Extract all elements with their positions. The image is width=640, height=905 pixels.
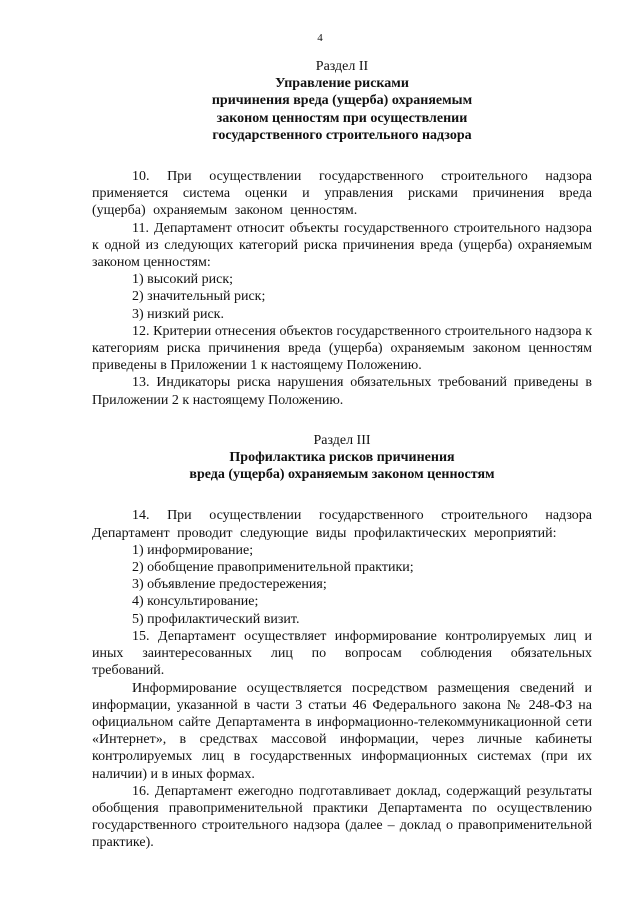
page-content <box>92 58 592 852</box>
paragraph-16: 16. Департамент ежегодно подготавливает доклад, содержащий результаты обобщения правоприменительной практики Департамента по осуществлению государственного строительного надзора (далее – доклад о правоприменительной практике). <box>92 783 592 851</box>
section-3-title-line: вреда (ущерба) охраняемым законом ценностям <box>189 467 495 483</box>
paragraph-12: 12. Критерии отнесения объектов государственного строительного надзора к категориям риска причинения вреда (ущерба) охраняемым законом ценностям приведены в Приложении 1 к настоящему Положению. <box>92 323 592 374</box>
page-number: 4 <box>317 32 323 44</box>
paragraph-13: 13. Индикаторы риска нарушения обязательных требований приведены в Приложении 2 к настоящему Положению. <box>92 375 592 408</box>
section-3-title-line: Профилактика рисков причинения <box>229 450 455 466</box>
measures-list-item: 2) обобщение правоприменительной практики; <box>132 560 414 576</box>
section-2-title-line: причинения вреда (ущерба) охраняемым <box>211 93 473 109</box>
risk-list-item: 1) высокий риск; <box>132 272 234 288</box>
paragraph-15-continued: Информирование осуществляется посредством размещения сведений и информации, указанной в части 3 статьи 46 Федерального закона № 248-ФЗ на официальном сайте Департамента в информационно-телекоммуникационной сети «Интернет», в средствах массовой информации, через личные кабинеты контролируемых лиц в государственных информационных системах (при их наличии) и в иных формах. <box>92 680 592 782</box>
paragraph-15: 15. Департамент осуществляет информирование контролируемых лиц и иных заинтересованных лиц по вопросам соблюдения обязательных требований. <box>92 628 592 679</box>
paragraph-11: 11. Департамент относит объекты государственного строительного надзора к одной из следующих категорий риска причинения вреда (ущерба) охраняемым законом ценностям: <box>92 220 592 271</box>
section-2-title-line: Управление рисками <box>275 76 409 92</box>
section-2-title <box>92 75 592 144</box>
section-2-title-line: государственного строительного надзора <box>212 127 472 143</box>
section-3-number: Раздел III <box>313 432 371 448</box>
paragraph-14: 14. При осуществлении государственного строительного надзора Департамент проводит следующие виды профилактических мероприятий: <box>92 508 592 541</box>
measures-list-item: 3) объявление предостережения; <box>132 577 327 593</box>
section-2-title-line: законом ценностям при осуществлении <box>216 110 468 126</box>
measures-list-item: 5) профилактический визит. <box>132 611 300 627</box>
section-2-number: Раздел II <box>315 59 369 74</box>
section-3-title <box>92 449 592 483</box>
measures-list-item: 4) консультирование; <box>132 594 259 610</box>
risk-list-item: 2) значительный риск; <box>132 289 266 305</box>
measures-list-item: 1) информирование; <box>132 542 254 558</box>
risk-list-item: 3) низкий риск. <box>132 306 224 322</box>
paragraph-10: 10. При осуществлении государственного строительного надзора применяется система оценки и управления рисками причинения вреда (ущерба) охраняемым законом ценностям. <box>92 169 592 219</box>
